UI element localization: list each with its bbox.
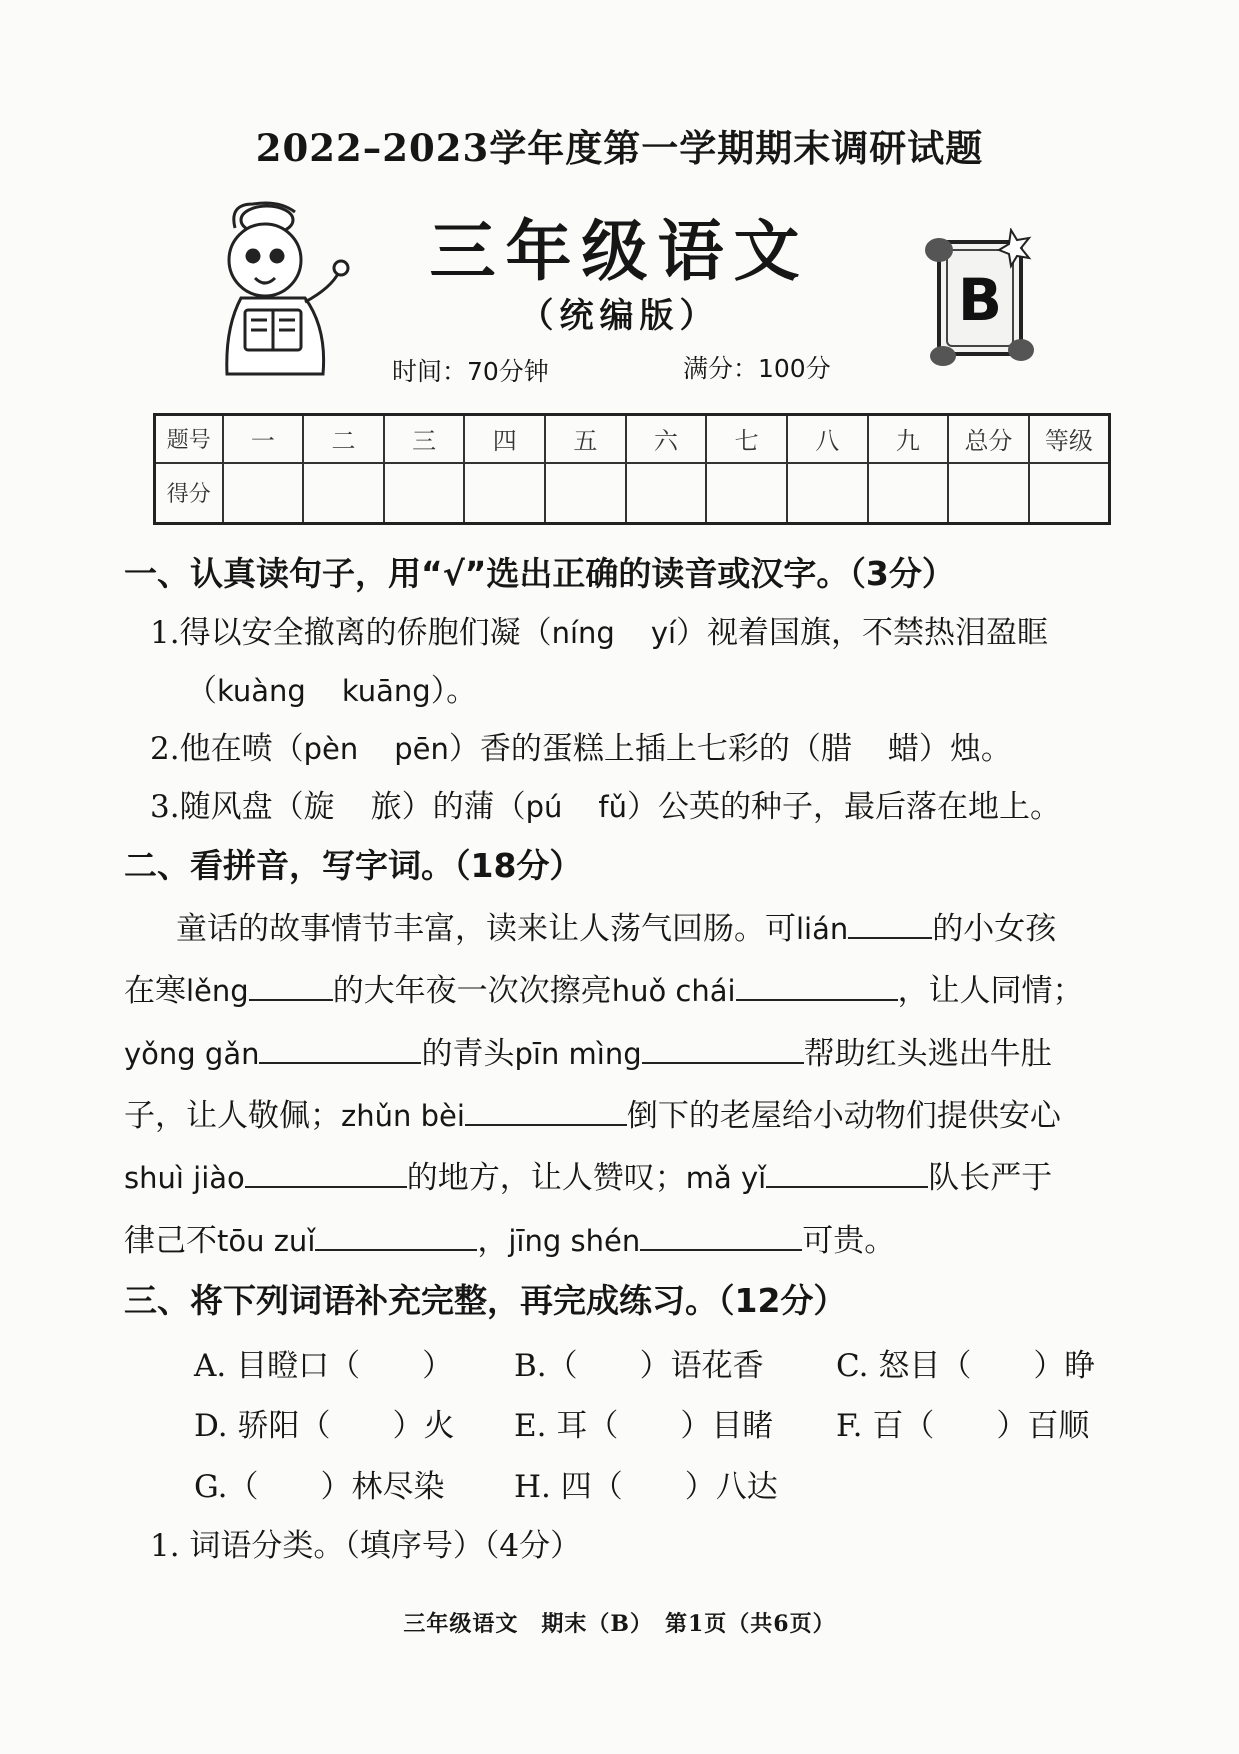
column-header: 八 xyxy=(787,415,868,463)
score-cell[interactable] xyxy=(706,463,787,524)
column-header: 一 xyxy=(223,415,304,463)
passage-text: 帮助红头逃出牛肚 xyxy=(803,1036,1052,1072)
pinyin-prompt: yǒng gǎn xyxy=(124,1037,260,1071)
score-cell[interactable] xyxy=(948,463,1029,524)
passage-text: 可贵。 xyxy=(802,1223,896,1259)
question-number: 2. xyxy=(150,731,180,767)
question-1-1-cont xyxy=(186,665,477,710)
column-header: 五 xyxy=(545,415,626,463)
column-header: 四 xyxy=(464,415,545,463)
row-label: 得分 xyxy=(155,463,223,524)
table-row xyxy=(155,415,1110,463)
idiom-option[interactable]: A. 目瞪口（ ） xyxy=(194,1348,454,1384)
answer-blank[interactable] xyxy=(465,1098,627,1126)
pinyin-prompt: jīng shén xyxy=(508,1224,641,1258)
score-cell[interactable] xyxy=(787,463,868,524)
pinyin-prompt: shuì jiào xyxy=(124,1161,245,1195)
leaf-icon xyxy=(930,346,956,366)
exam-year-title: 2022–2023学年度第一学期期末调研试题 xyxy=(255,126,984,170)
column-header: 二 xyxy=(303,415,384,463)
column-header: 三 xyxy=(384,415,465,463)
version-badge xyxy=(925,228,1035,373)
bracket-close: ）。 xyxy=(430,673,478,709)
main-title: 三年级语文 xyxy=(429,213,810,290)
passage-line-1 xyxy=(176,903,1056,948)
answer-blank[interactable] xyxy=(642,1036,804,1064)
page-footer: 三年级语文 期末（B） 第1页（共6页） xyxy=(403,1611,836,1637)
pinyin-prompt: huǒ chái xyxy=(611,974,736,1008)
question-1-1 xyxy=(150,607,1048,652)
choice-option[interactable]: níng xyxy=(551,616,615,650)
answer-blank[interactable] xyxy=(848,911,932,939)
answer-blank[interactable] xyxy=(736,973,898,1001)
passage-line-3 xyxy=(124,1028,1052,1073)
answer-blank[interactable] xyxy=(315,1223,477,1251)
question-text: 他在喷（ xyxy=(179,731,304,767)
score-cell[interactable] xyxy=(384,463,465,524)
table-row xyxy=(155,463,1110,524)
question-text: ）的蒲（ xyxy=(401,789,526,825)
passage-text: 的地方，让人赞叹； xyxy=(406,1160,686,1196)
section-3-title: 三、将下列词语补充完整，再完成练习。（12分） xyxy=(124,1281,847,1320)
question-text: ）香的蛋糕上插上七彩的（ xyxy=(448,731,821,767)
choice-option[interactable]: 腊 xyxy=(820,731,852,767)
idiom-option[interactable]: B.（ ）语花香 xyxy=(514,1348,764,1384)
passage-text: 童话的故事情节丰富，读来让人荡气回肠。可 xyxy=(176,911,796,947)
choice-option[interactable]: 旋 xyxy=(303,789,335,825)
answer-blank[interactable] xyxy=(766,1160,928,1188)
choice-option[interactable]: pú xyxy=(525,790,563,824)
choice-option[interactable]: kuāng xyxy=(341,674,431,708)
passage-text: 的小女孩 xyxy=(932,911,1057,947)
column-header: 七 xyxy=(706,415,787,463)
pinyin-prompt: zhǔn bèi xyxy=(341,1099,465,1133)
badge-letter: B xyxy=(957,266,1003,334)
pinyin-prompt: lián xyxy=(796,912,849,946)
passage-text: 子，让人敬佩； xyxy=(124,1098,341,1134)
score-cell[interactable] xyxy=(545,463,626,524)
choice-option[interactable]: 旅 xyxy=(370,789,402,825)
choice-option[interactable]: kuàng xyxy=(217,674,306,708)
pinyin-prompt: pīn mìng xyxy=(514,1037,642,1071)
score-cell[interactable] xyxy=(223,463,304,524)
passage-line-6 xyxy=(124,1215,895,1260)
score-cell[interactable] xyxy=(303,463,384,524)
answer-blank[interactable] xyxy=(259,1036,421,1064)
score-cell[interactable] xyxy=(868,463,949,524)
idiom-option[interactable]: D. 骄阳（ ）火 xyxy=(194,1408,455,1444)
leaf-icon xyxy=(1008,339,1034,361)
idiom-option[interactable]: G.（ ）林尽染 xyxy=(194,1469,445,1505)
choice-option[interactable]: yí xyxy=(650,616,677,650)
passage-line-5 xyxy=(124,1152,1052,1197)
exam-time: 时间：70分钟 xyxy=(392,357,549,386)
column-header: 六 xyxy=(626,415,707,463)
leaf-icon xyxy=(925,238,953,262)
passage-text: 队长严于 xyxy=(928,1160,1053,1196)
column-header: 九 xyxy=(868,415,949,463)
answer-blank[interactable] xyxy=(249,973,333,1001)
section-1-title: 一、认真读句子，用“√”选出正确的读音或汉字。（3分） xyxy=(124,554,955,593)
subquestion-3-1: 1. 词语分类。（填序号）（4分） xyxy=(150,1528,582,1564)
answer-blank[interactable] xyxy=(640,1223,802,1251)
idiom-option[interactable]: E. 耳（ ）目睹 xyxy=(514,1408,774,1444)
passage-line-2 xyxy=(124,965,1084,1010)
passage-text: ， xyxy=(477,1223,509,1259)
choice-option[interactable]: fǔ xyxy=(598,790,627,824)
question-number: 3. xyxy=(150,789,180,825)
choice-option[interactable]: 蜡 xyxy=(887,731,919,767)
passage-text: 倒下的老屋给小动物们提供安心 xyxy=(626,1098,1061,1134)
answer-blank[interactable] xyxy=(245,1160,407,1188)
question-1-2 xyxy=(150,723,1012,768)
question-1-3 xyxy=(150,781,1061,826)
idiom-option[interactable]: H. 四（ ）八达 xyxy=(514,1469,778,1505)
pinyin-prompt: mǎ yǐ xyxy=(685,1161,767,1195)
score-table xyxy=(153,413,1111,525)
score-cell[interactable] xyxy=(1029,463,1110,524)
question-text: ）烛。 xyxy=(918,731,1012,767)
question-text: ）视着国旗，不禁热泪盈眶 xyxy=(676,615,1049,651)
passage-text: 的大年夜一次次擦亮 xyxy=(332,973,612,1009)
score-cell[interactable] xyxy=(464,463,545,524)
row-label: 题号 xyxy=(155,415,223,463)
passage-line-4 xyxy=(124,1090,1061,1135)
column-header: 等级 xyxy=(1029,415,1110,463)
full-score: 满分：100分 xyxy=(683,354,831,383)
choice-option[interactable]: pēn xyxy=(394,732,449,766)
pinyin-prompt: lěng xyxy=(186,974,249,1008)
idiom-option[interactable]: C. 怒目（ ）睁 xyxy=(836,1348,1096,1384)
score-cell[interactable] xyxy=(626,463,707,524)
question-text: ）公英的种子，最后落在地上。 xyxy=(626,789,1061,825)
question-text: 随风盘（ xyxy=(179,789,304,825)
column-header: 总分 xyxy=(948,415,1029,463)
question-number: 1. xyxy=(150,615,180,651)
passage-text: 律己不 xyxy=(124,1223,217,1259)
bracket-open: （ xyxy=(186,673,217,709)
passage-text: ，让人同情； xyxy=(897,973,1084,1009)
question-text: 得以安全撤离的侨胞们凝（ xyxy=(179,615,552,651)
pinyin-prompt: tōu zuǐ xyxy=(217,1224,316,1258)
passage-text: 在寒 xyxy=(124,973,186,1009)
passage-text: 的青头 xyxy=(421,1036,515,1072)
section-2-title: 二、看拼音，写字词。（18分） xyxy=(124,846,583,885)
choice-option[interactable]: pèn xyxy=(303,732,359,766)
edition-label: （统编版） xyxy=(519,296,720,336)
idiom-option[interactable]: F. 百（ ）百顺 xyxy=(836,1408,1090,1444)
